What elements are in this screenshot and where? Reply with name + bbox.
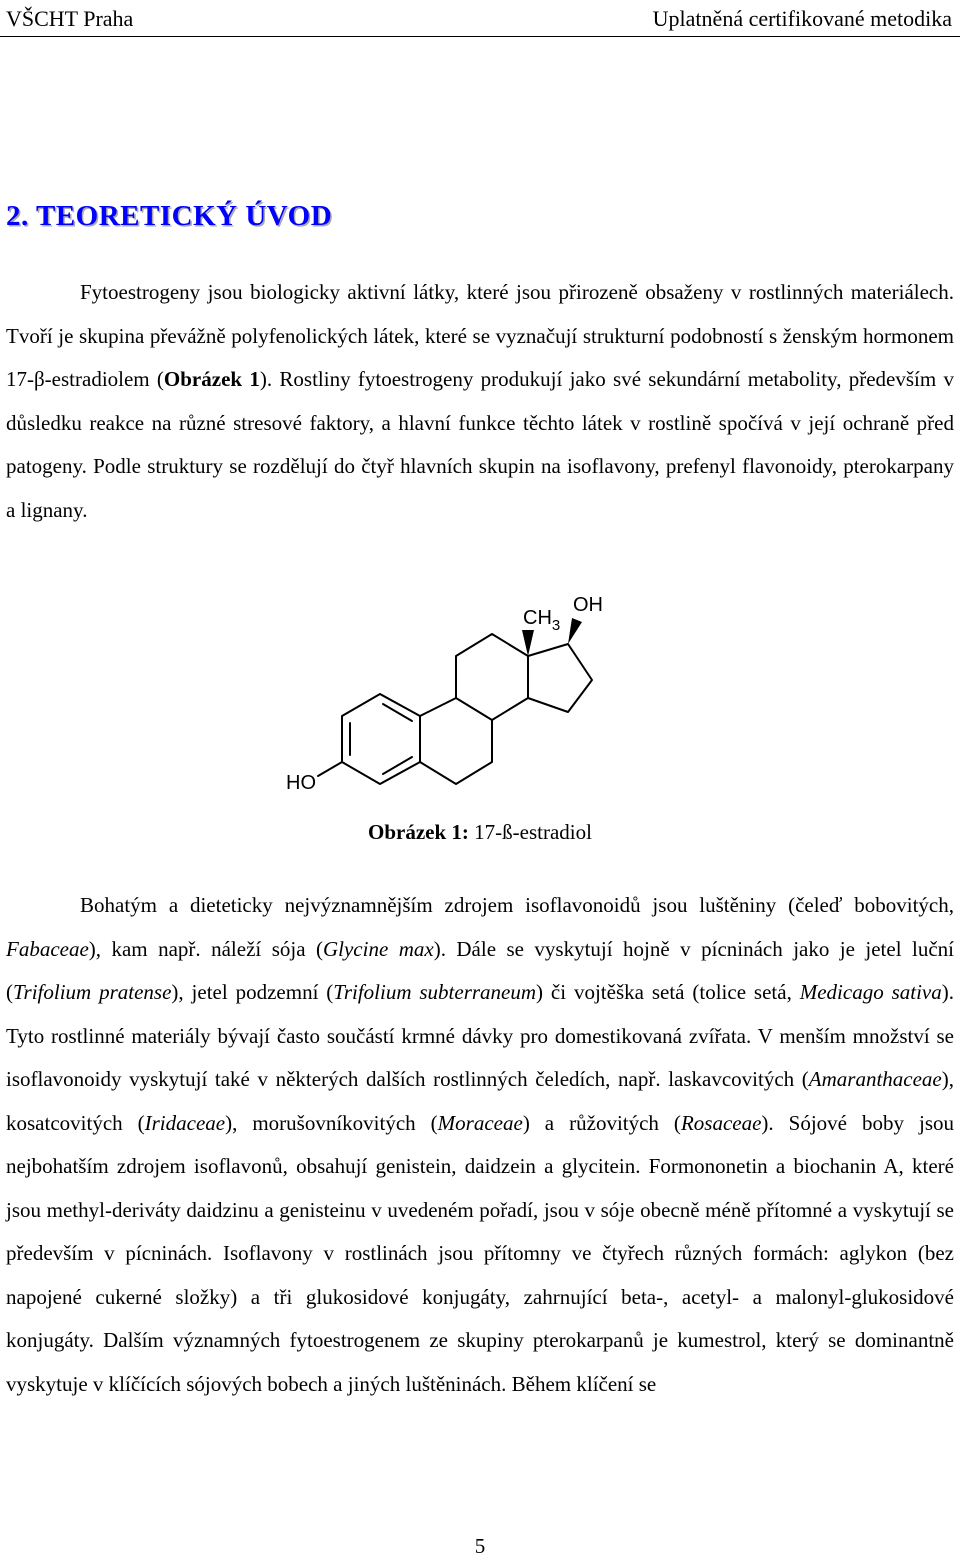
intro-paragraph: Fytoestrogeny jsou biologicky aktivní látky, které jsou přirozeně obsaženy v rostlinných materiálech. Tvoří je skupina převážně polyfenolických látek, které se vyznačují strukturní podobností s ženským hormonem 17-β-estradiolem (Obrázek 1). Rostliny fytoestrogeny produkují jako své sekundární metabolity, především v důsledku reakce na různé stresové faktory, a hlavní funkce těchto látek v rostlině spočívá v její ochraně před patogeny. Podle struktury se rozdělují do čtyř hlavních skupin na isoflavony, prefenyl flavonoidy, pterokarpany a lignany.: [6, 280, 954, 522]
ring-d: [528, 644, 592, 712]
ring-c: [456, 634, 528, 720]
page-number: 5: [474, 1534, 486, 1558]
page-header: [0, 6, 960, 37]
estradiol-structure-figure: [270, 590, 630, 800]
hydroxyl-label: OH: [573, 594, 603, 616]
methyl-label: $CH_3$: [523, 607, 561, 634]
header-document-type: Uplatněná certifikované metodika: [652, 6, 952, 31]
phenol-hydroxyl-label: HO: [286, 772, 316, 794]
figure-caption: Obrázek 1: 17-ß-estradiol: [368, 820, 592, 844]
sources-paragraph: Bohatým a dieteticky nejvýznamnějším zdrojem isoflavonoidů jsou luštěniny (čeleď bobovitých, Fabaceae), kam např. náleží sója (Glycine max). Dále se vyskytují hojně v pícninách jako je jetel luční (Trifolium pratense), jetel podzemní (Trifolium subterraneum) či vojtěška setá (tolice setá, Medicago sativa). Tyto rostlinné materiály bývají často součástí krmné dávky pro domestikovaná zvířata. V menším množství se isoflavonoidy vyskytují také v některých dalších rostlinných čeledích, např. laskavcovitých (Amaranthaceae), kosatcovitých (Iridaceae), morušovníkovitých (Moraceae) a růžovitých (Rosaceae). Sójové boby jsou nejbohatším zdrojem isoflavonů, obsahují genistein, daidzein a glycitein. Formononetin a biochanin A, které jsou methyl-deriváty daidzinu a genisteinu v uvedeném pořadí, jsou v sóje obecně méně přítomné a vyskytují se především v pícninách. Isoflavony v rostlinách jsou přítomny ve čtyřech různých formách: aglykon (bez napojené cukerné složky) a tři glukosidové konjugáty, zahrnující beta-, acetyl- a malonyl-glukosidové konjugáty. Dalším významných fytoestrogenem ze skupiny pterokarpanů je kumestrol, který se dominantně vyskytuje v klíčících sójových bobech a jiných luštěninách. Během klíčení se: [6, 893, 954, 1396]
ring-b: [420, 698, 492, 784]
hydroxyl-wedge: [568, 618, 582, 644]
header-institution: VŠCHT Praha: [6, 6, 134, 31]
section-heading: 2. TEORETICKÝ ÚVOD: [6, 200, 333, 232]
methyl-wedge: [522, 630, 534, 656]
figure-reference: Obrázek 1: [163, 367, 260, 391]
ring-a: [342, 694, 420, 784]
